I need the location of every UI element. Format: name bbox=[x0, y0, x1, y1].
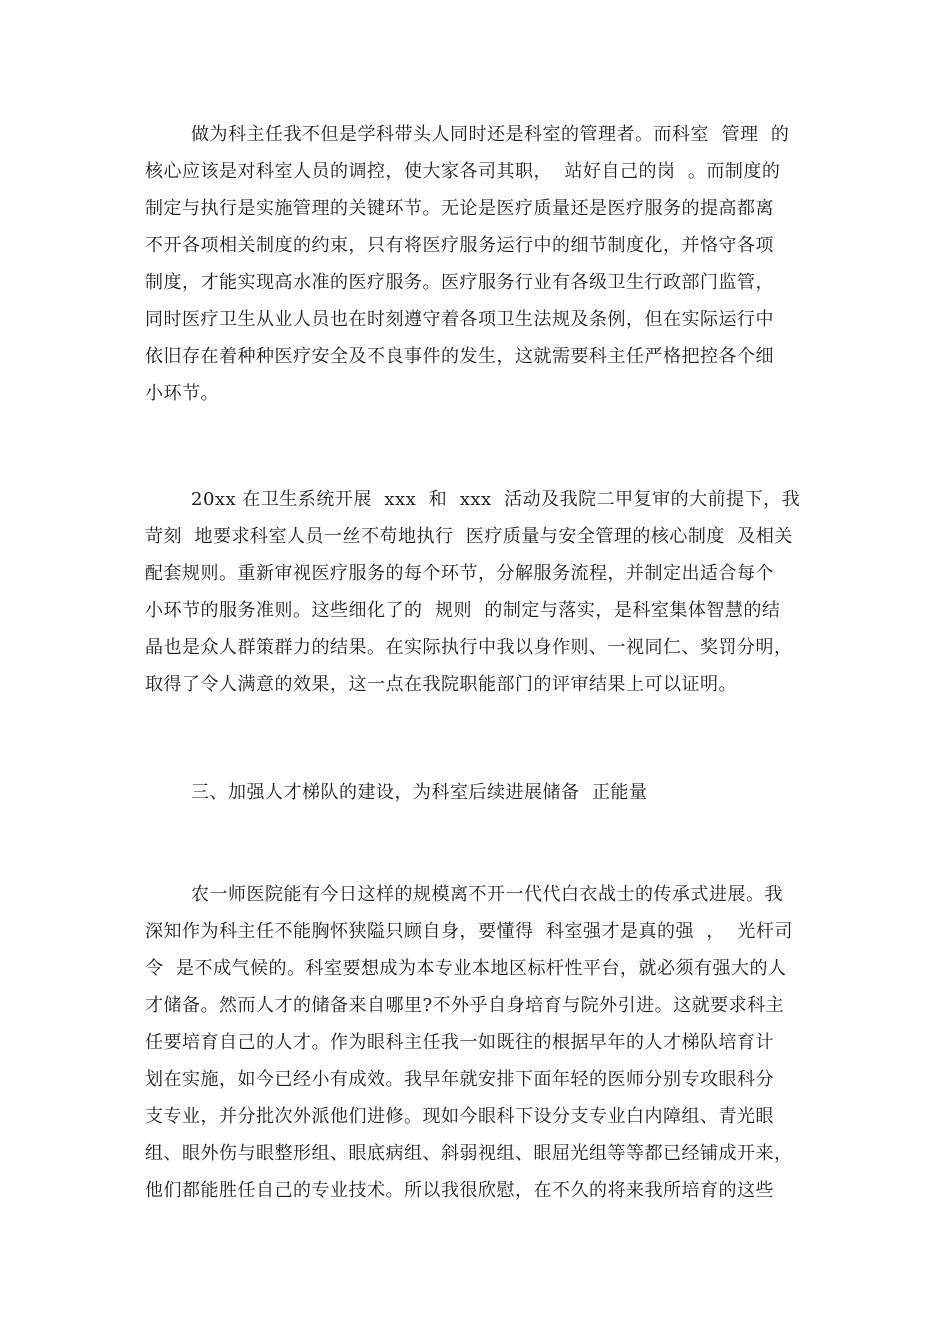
paragraph-line: 配套规则。重新审视医疗服务的每个环节，分解服务流程，并制定出适合每个 bbox=[145, 563, 774, 584]
paragraph-line: 支专业，并分批次外派他们进修。现如今眼科下设分支专业白内障组、青光眼 bbox=[145, 1106, 774, 1127]
paragraph-line: 小环节。 bbox=[145, 383, 219, 404]
paragraph-line: 制度，才能实现高水准的医疗服务。医疗服务行业有各级卫生行政部门监管， bbox=[145, 272, 774, 293]
paragraph-line: 苛刻 地要求科室人员一丝不苟地执行 医疗质量与安全管理的核心制度 及相关 bbox=[145, 526, 793, 547]
paragraph-line: 晶也是众人群策群力的结果。在实际执行中我以身作则、一视同仁、奖罚分明， bbox=[145, 637, 793, 658]
section-heading: 三、加强人才梯队的建设，为科室后续进展储备 正能量 bbox=[191, 782, 648, 803]
paragraph-line: 取得了令人满意的效果，这一点在我院职能部门的评审结果上可以证明。 bbox=[145, 674, 737, 695]
paragraph-line: 令 是不成气候的。科室要想成为本专业本地区标杆性平台，就必须有强大的人 bbox=[145, 958, 787, 979]
paragraph-line: 才储备。然而人才的储备来自哪里?不外乎自身培育与院外引进。这就要求科主 bbox=[145, 995, 785, 1016]
paragraph-line: 他们都能胜任自己的专业技术。所以我很欣慰，在不久的将来我所培育的这些 bbox=[145, 1180, 774, 1201]
paragraph-line: 组、眼外伤与眼整形组、眼底病组、斜弱视组、眼屈光组等等都已经铺成开来， bbox=[145, 1143, 793, 1164]
paragraph-line: 小环节的服务准则。这些细化了的 规则 的制定与落实，是科室集体智慧的结 bbox=[145, 600, 781, 621]
paragraph-line: 农一师医院能有今日这样的规模离不开一代代白衣战士的传承式进展。我 bbox=[191, 884, 783, 905]
paragraph-line: 依旧存在着种种医疗安全及不良事件的发生，这就需要科主任严格把控各个细 bbox=[145, 346, 774, 367]
paragraph-line: 深知作为科主任不能胸怀狭隘只顾自身，要懂得 科室强才是真的强 ， 光杆司 bbox=[145, 921, 793, 942]
paragraph-line: 做为科主任我不但是学科带头人同时还是科室的管理者。而科室 管理 的 bbox=[191, 124, 790, 145]
paragraph-line: 不开各项相关制度的约束，只有将医疗服务运行中的细节制度化，并恪守各项 bbox=[145, 235, 774, 256]
paragraph-line: 划在实施，如今已经小有成效。我早年就安排下面年轻的医师分别专攻眼科分 bbox=[145, 1069, 774, 1090]
paragraph-line: 同时医疗卫生从业人员也在时刻遵守着各项卫生法规及条例，但在实际运行中 bbox=[145, 309, 774, 330]
paragraph-line: 任要培育自己的人才。作为眼科主任我一如既往的根据早年的人才梯队培育计 bbox=[145, 1032, 774, 1053]
paragraph-line: 核心应该是对科室人员的调控，使大家各司其职， 站好自己的岗 。而制度的 bbox=[145, 161, 781, 182]
paragraph-line: 20xx 在卫生系统开展 xxx 和 xxx 活动及我院二甲复审的大前提下，我 bbox=[191, 489, 801, 510]
paragraph-line: 制定与执行是实施管理的关键环节。无论是医疗质量还是医疗服务的提高都离 bbox=[145, 198, 774, 219]
